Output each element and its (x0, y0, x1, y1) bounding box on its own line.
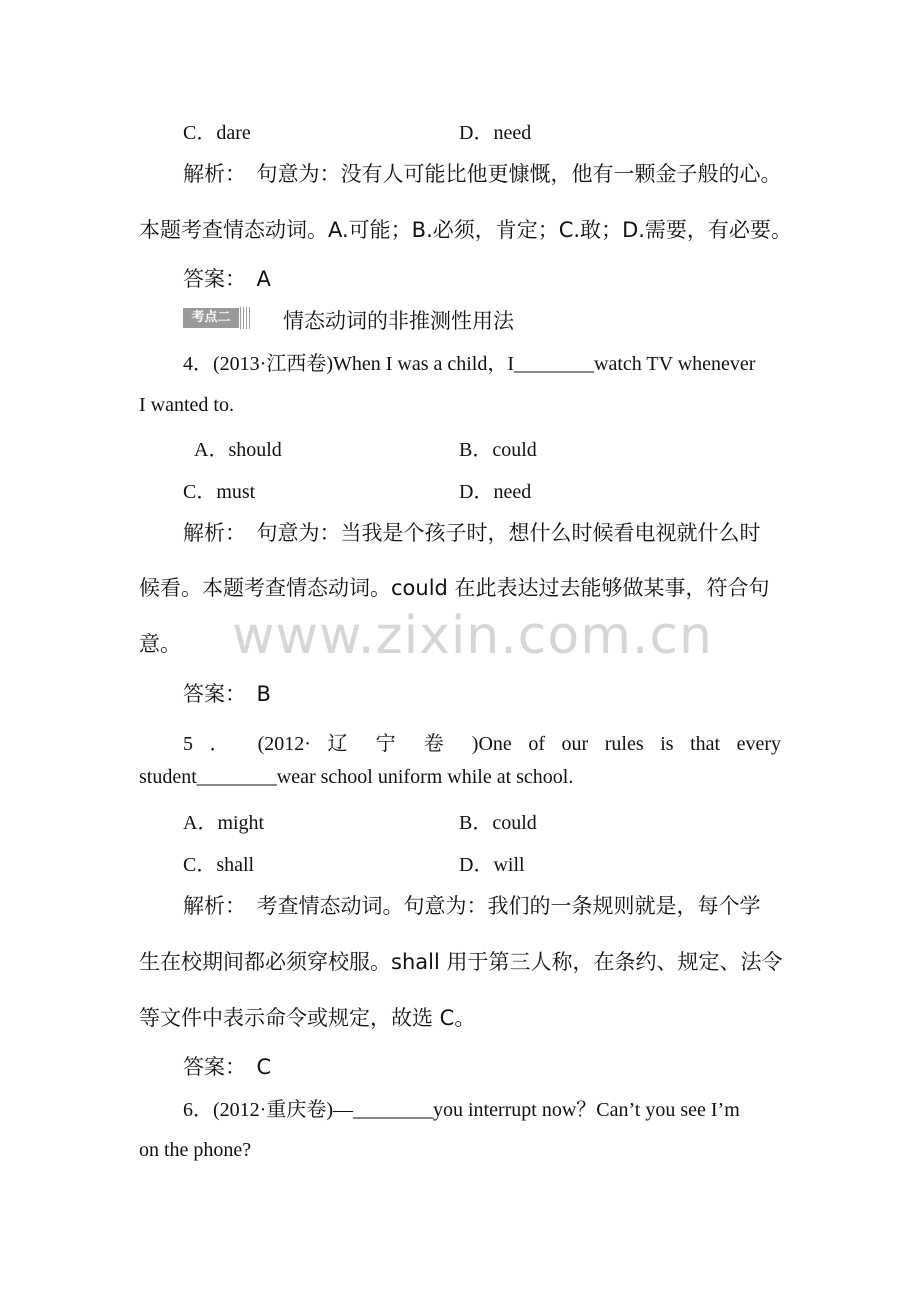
q5-word: that (690, 733, 721, 755)
watermark: www.zixin.com.cn (232, 606, 713, 666)
q4-stem-line1: 4．(2013·江西卷)When I was a child，I________watch TV whenever (183, 353, 756, 375)
q4-answer: 答案： B (183, 682, 271, 706)
q5-word: (2012· (257, 733, 311, 755)
q5-word: every (736, 733, 782, 755)
section-badge-bars (240, 307, 250, 329)
q5-analysis-line2: 生在校期间都必须穿校服。shall 用于第三人称，在条约、规定、法令 (139, 950, 783, 974)
q5-word: rules (604, 733, 644, 755)
q5-analysis-line1: 解析： 考查情态动词。句意为：我们的一条规则就是，每个学 (183, 894, 761, 918)
q5-answer: 答案： C (183, 1055, 272, 1079)
q5-analysis-line3: 等文件中表示命令或规定，故选 C。 (139, 1006, 476, 1030)
q5-word: of (528, 733, 545, 755)
q4-analysis-line1: 解析： 句意为：当我是个孩子时，想什么时候看电视就什么时 (183, 521, 761, 545)
q4-option-d: D．need (459, 481, 532, 503)
section-title: 情态动词的非推测性用法 (283, 309, 514, 333)
q5-word: 辽 (327, 733, 360, 755)
q5-stem-line1 (183, 727, 781, 756)
q4-option-a: A．should (194, 439, 282, 461)
q5-word: ． (209, 733, 242, 755)
prev-answer: 答案： A (183, 267, 271, 291)
q5-option-d: D．will (459, 854, 525, 876)
q4-option-b: B．could (459, 439, 537, 461)
q5-word: our (561, 733, 589, 755)
q6-stem-line1: 6．(2012·重庆卷)—________you interrupt now？Can’t you see I’m (183, 1099, 740, 1121)
q4-stem-line2: I wanted to. (139, 394, 234, 416)
q6-stem-line2: on the phone? (139, 1139, 252, 1161)
q5-word: is (660, 733, 674, 755)
q4-analysis-line2: 候看。本题考查情态动词。could 在此表达过去能够做某事，符合句 (139, 576, 770, 600)
q5-option-a: A．might (183, 812, 265, 834)
q5-word: )One (471, 733, 512, 755)
prev-option-c: C．dare (183, 122, 251, 144)
section-badge: 考点二 (183, 308, 239, 328)
prev-option-d: D．need (459, 122, 532, 144)
q5-option-c: C．shall (183, 854, 255, 876)
prev-analysis-line1: 解析： 句意为：没有人可能比他更慷慨，他有一颗金子般的心。 (183, 162, 782, 186)
q4-option-c: C．must (183, 481, 256, 503)
q5-option-b: B．could (459, 812, 537, 834)
q5-word: 宁 (375, 733, 408, 755)
q5-word: 5 (183, 733, 193, 755)
q4-analysis-line3: 意。 (139, 632, 181, 656)
q5-word: 卷 (423, 733, 456, 755)
q5-stem-line2: student________wear school uniform while at school. (139, 766, 574, 788)
prev-analysis-line2: 本题考查情态动词。A.可能；B.必须，肯定；C.敢；D.需要，有必要。 (139, 218, 792, 242)
